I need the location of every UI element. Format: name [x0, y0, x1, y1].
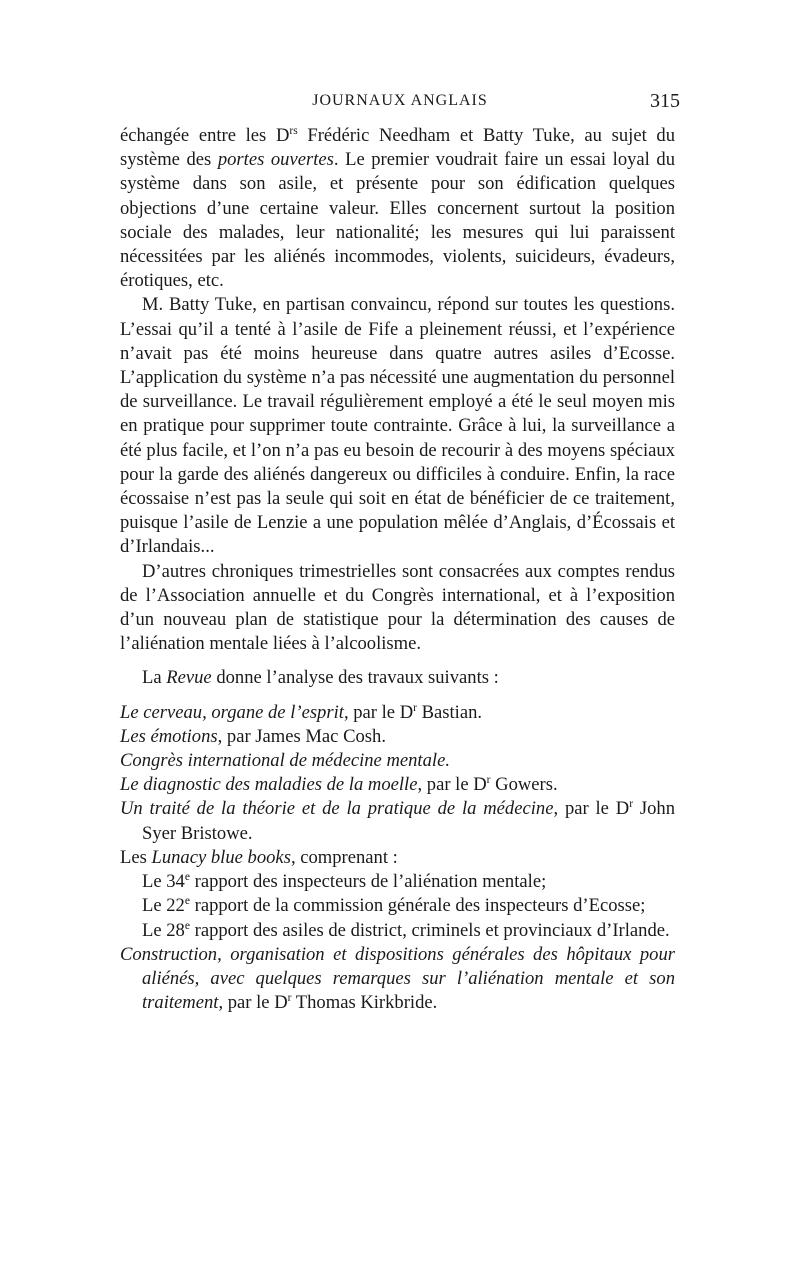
paragraph: D’autres chroniques trimestrielles sont consacrées aux comptes rendus de l’Association annuelle et du Congrès international, et à l’exposition d’un nouveau plan de statistique pour la détermination des causes de l’aliénation mentale liées à l’alcoolisme.	[120, 560, 675, 655]
paragraph: La Revue donne l’analyse des travaux suivants :	[142, 667, 499, 689]
bibliography-entry: Les Lunacy blue books, comprenant :	[120, 846, 398, 868]
bibliography-subentry: Le 28e rapport des asiles de district, criminels et provinciaux d’Irlande.	[142, 919, 670, 941]
page-number: 315	[650, 90, 680, 112]
page-body	[120, 124, 675, 1015]
bibliography-entry: Le cerveau, organe de l’esprit, par le $D^r$ Bastian.	[120, 701, 483, 723]
bibliography-subentry: Le 34e rapport des inspecteurs de l’aliénation mentale;	[142, 870, 547, 893]
running-title: JOURNAUX ANGLAIS	[312, 92, 488, 109]
bibliography-entry: Congrès international de médecine mentale.	[120, 750, 450, 772]
paragraph: M. Batty Tuke, en partisan convaincu, répond sur toutes les questions. L’essai qu’il a tenté à l’asile de Fife a pleinement réussi, et l’expérience n’avait pas été moins heureuse dans quatre autres asiles d’Ecosse. L’application du système n’a pas nécessité une augmentation du personnel de surveillance. Le travail régulièrement employé a été le seul moyen mis en pratique pour supprimer toute contrainte. Grâce à lui, la surveillance a été plus facile, et l’on n’a pas eu besoin de recourir à des moyens spéciaux pour la garde des aliénés dangereux ou difficiles à conduire. Enfin, la race écossaise n’est pas la seule qui soit en état de bénéficier de ce traitement, puisque l’asile de Lenzie a une population mêlée d’Anglais, d’Écossais et d’Irlandais...	[120, 294, 675, 558]
running-header	[120, 92, 680, 116]
bibliography-subentry: Le 22e rapport de la commission générale des inspecteurs d’Ecosse;	[142, 895, 646, 917]
paragraph: échangée entre les $D^{rs}$ Frédéric Needham et Batty Tuke, au sujet du système des portes ouvertes. Le premier voudrait faire un essai loyal du système dans son asile, et présente pour son édification quelques objections d’une certaine valeur. Elles concernent surtout la position sociale des malades, leur nationalité; les mesures qui lui paraissent nécessitées par les aliénés incommodes, violents, suicideurs, évadeurs, érotiques, etc.	[120, 124, 676, 292]
bibliography-entry: Construction, organisation et dispositions générales des hôpitaux pour aliénés, avec quelques remarques sur l’aliénation mentale et son traitement, par le $D^r$ Thomas Kirkbride.	[120, 943, 675, 1014]
bibliography-entry: Le diagnostic des maladies de la moelle, par le $D^r$ Gowers.	[120, 774, 558, 796]
bibliography-entry: Les émotions, par James Mac Cosh.	[120, 725, 386, 747]
bibliography-entry: Un traité de la théorie et de la pratique de la médecine, par le $D^r$ John Syer Bristowe.	[120, 798, 676, 844]
